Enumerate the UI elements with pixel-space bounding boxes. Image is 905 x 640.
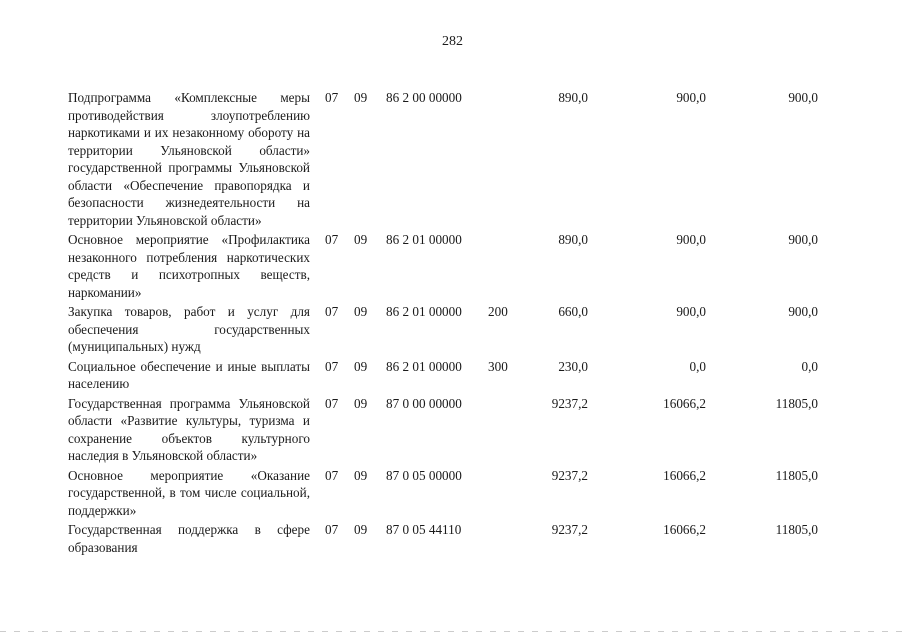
- section-code: 07: [325, 358, 339, 374]
- table-row: [68, 89, 838, 229]
- amount-year-3: 900,0: [788, 232, 818, 247]
- section-code: 07: [325, 90, 339, 105]
- table-row: [68, 303, 838, 356]
- amount-year-2: 16066,2: [663, 522, 706, 537]
- subsection-code: 09: [354, 232, 368, 247]
- target-article-code: 86 2 01 00000: [386, 358, 462, 374]
- amount-year-3: 11805,0: [775, 467, 818, 483]
- subsection-code: 09: [354, 467, 368, 483]
- section-code: 07: [325, 232, 339, 247]
- amount-year-3: 900,0: [788, 90, 818, 105]
- section-code: 07: [325, 304, 339, 319]
- page-number: 282: [442, 34, 463, 49]
- target-article-code: 86 2 01 00000: [386, 232, 462, 247]
- amount-year-1: 890,0: [558, 232, 588, 247]
- amount-year-3: 900,0: [788, 304, 818, 319]
- row-description: Государственная поддержка в сфере образования: [68, 522, 310, 555]
- table-row: [68, 467, 838, 520]
- amount-year-3: 11805,0: [775, 522, 818, 537]
- amount-year-3: 11805,0: [775, 395, 818, 411]
- subsection-code: 09: [354, 358, 368, 374]
- amount-year-1: 890,0: [558, 90, 588, 105]
- row-description: Подпрограмма «Комплексные меры противодействия злоупотреблению наркотиками и их незаконному обороту на территории Ульяновской области» государственной программы Ульяновской области «Обеспечение правопорядка и безопасности жизнедеятельности на территории Ульяновской области»: [68, 90, 310, 228]
- expense-type-code: 300: [488, 358, 508, 374]
- amount-year-2: 16066,2: [663, 467, 706, 483]
- expense-type-code: 200: [488, 304, 508, 319]
- table-row: [68, 231, 838, 301]
- amount-year-3: 0,0: [801, 358, 818, 374]
- amount-year-1: 9237,2: [551, 467, 588, 483]
- amount-year-2: 0,0: [689, 358, 706, 374]
- target-article-code: 86 2 01 00000: [386, 304, 462, 319]
- section-code: 07: [325, 522, 339, 537]
- amount-year-2: 16066,2: [663, 395, 706, 411]
- row-description: Основное мероприятие «Оказание государственной, в том числе социальной, поддержки»: [68, 467, 310, 518]
- row-description: Основное мероприятие «Профилактика незаконного потребления наркотических средств и психотропных веществ, наркомании»: [68, 232, 310, 300]
- subsection-code: 09: [354, 522, 368, 537]
- target-article-code: 87 0 05 44110: [386, 522, 462, 537]
- amount-year-1: 9237,2: [551, 395, 588, 411]
- table-row: [68, 521, 838, 556]
- target-article-code: 87 0 00 00000: [386, 395, 462, 411]
- row-description: Социальное обеспечение и иные выплаты населению: [68, 358, 310, 391]
- subsection-code: 09: [354, 90, 368, 105]
- section-code: 07: [325, 467, 339, 483]
- amount-year-2: 900,0: [676, 232, 706, 247]
- table-row: [68, 358, 838, 393]
- row-description: Закупка товаров, работ и услуг для обеспечения государственных (муниципальных) нужд: [68, 304, 310, 354]
- target-article-code: 86 2 00 00000: [386, 90, 462, 105]
- scan-artifact-line: [0, 631, 905, 632]
- subsection-code: 09: [354, 304, 368, 319]
- row-description: Государственная программа Ульяновской области «Развитие культуры, туризма и сохранение объектов культурного наследия в Ульяновской области»: [68, 395, 310, 463]
- target-article-code: 87 0 05 00000: [386, 467, 462, 483]
- table-row: [68, 395, 838, 465]
- amount-year-1: 660,0: [558, 304, 588, 319]
- amount-year-1: 230,0: [558, 358, 588, 374]
- amount-year-2: 900,0: [676, 90, 706, 105]
- subsection-code: 09: [354, 395, 368, 411]
- budget-table: [68, 89, 838, 558]
- amount-year-1: 9237,2: [551, 522, 588, 537]
- section-code: 07: [325, 395, 339, 411]
- amount-year-2: 900,0: [676, 304, 706, 319]
